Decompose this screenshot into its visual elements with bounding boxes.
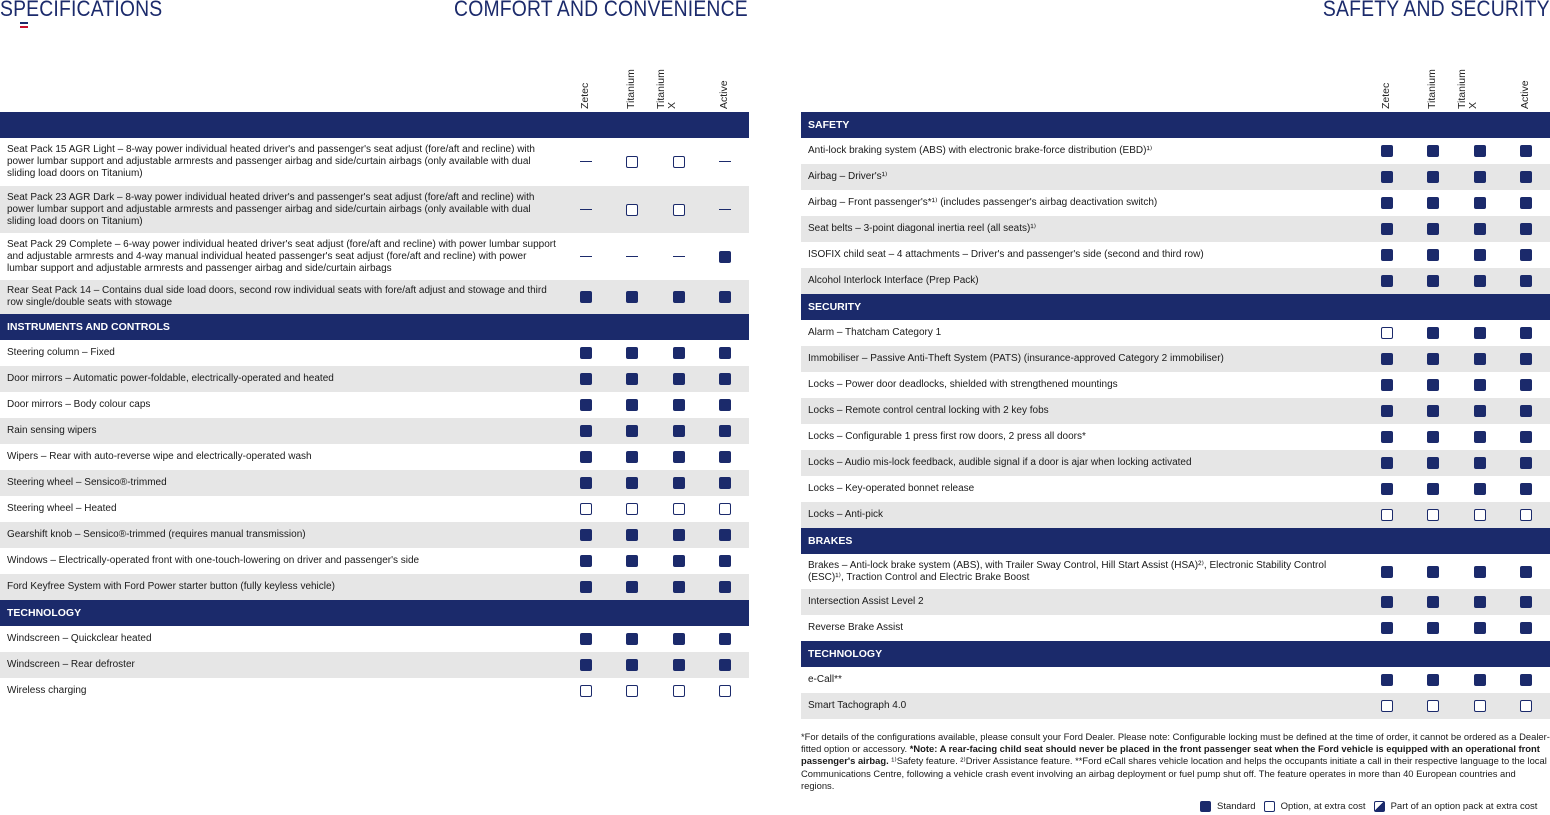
standard-icon xyxy=(580,291,592,303)
standard-icon xyxy=(580,529,592,541)
standard-icon xyxy=(1474,457,1486,469)
option-icon xyxy=(719,685,731,697)
trim-label-titanium-x: Titanium X xyxy=(1456,69,1479,109)
standard-icon xyxy=(1520,171,1532,183)
feature-label: Seat Pack 29 Complete – 6-way power individual heated driver's seat adjust (fore/aft and recline) with power lumbar support and adjustable armrests and 4-way manual individual heated passenger's seat adjust (fore/aft and recline) with power lumbar support and adjustable armrests and passenger airbag and side/curtain airbags xyxy=(7,238,556,274)
feature-label: Wireless charging xyxy=(7,685,87,696)
standard-icon xyxy=(1427,405,1439,417)
feature-label: Smart Tachograph 4.0 xyxy=(808,700,907,711)
standard-icon xyxy=(1520,622,1532,634)
table-row xyxy=(0,366,749,392)
standard-icon xyxy=(673,555,685,567)
standard-icon xyxy=(1381,596,1393,608)
standard-icon xyxy=(580,373,592,385)
standard-icon xyxy=(1520,431,1532,443)
table-row xyxy=(0,548,749,574)
feature-label: Steering column – Fixed xyxy=(7,347,115,358)
page-title-comfort: COMFORT AND CONVENIENCE xyxy=(454,0,748,21)
feature-label: Locks – Audio mis-lock feedback, audible signal if a door is ajar when locking activated xyxy=(808,457,1192,468)
standard-icon xyxy=(1474,405,1486,417)
standard-icon xyxy=(1520,379,1532,391)
option-icon xyxy=(1264,801,1275,812)
standard-icon xyxy=(1520,197,1532,209)
standard-icon xyxy=(1427,145,1439,157)
table-row xyxy=(0,626,749,652)
standard-icon xyxy=(719,555,731,567)
feature-label: Reverse Brake Assist xyxy=(808,622,904,633)
standard-icon xyxy=(1381,457,1393,469)
standard-icon xyxy=(1474,145,1486,157)
option-icon xyxy=(673,204,685,216)
standard-icon xyxy=(626,477,638,489)
feature-label: Rain sensing wipers xyxy=(7,425,97,436)
standard-icon xyxy=(580,399,592,411)
standard-icon xyxy=(1474,353,1486,365)
standard-icon xyxy=(580,347,592,359)
table-row xyxy=(0,678,749,704)
table-row xyxy=(801,502,1550,528)
trim-label-titanium-x: Titanium X xyxy=(655,69,678,109)
section-header: SECURITY xyxy=(801,294,1550,320)
table-row xyxy=(0,496,749,522)
standard-icon xyxy=(1520,249,1532,261)
standard-icon xyxy=(580,477,592,489)
option-icon xyxy=(1474,700,1486,712)
table-row xyxy=(801,554,1550,589)
standard-icon xyxy=(1381,171,1393,183)
table-row xyxy=(0,444,749,470)
standard-icon xyxy=(1474,566,1486,578)
standard-icon xyxy=(1474,249,1486,261)
standard-icon xyxy=(719,347,731,359)
not-available-icon xyxy=(719,209,731,210)
standard-icon xyxy=(1520,483,1532,495)
not-available-icon xyxy=(580,209,592,210)
feature-label: Immobiliser – Passive Anti-Theft System (PATS) (insurance-approved Category 2 immobiliser) xyxy=(808,353,1224,364)
standard-icon xyxy=(1427,566,1439,578)
option-icon xyxy=(673,685,685,697)
table-row xyxy=(801,320,1550,346)
table-row xyxy=(801,589,1550,615)
feature-label: Windscreen – Rear defroster xyxy=(7,659,135,670)
feature-label: Locks – Power door deadlocks, shielded with strengthened mountings xyxy=(808,379,1118,390)
not-available-icon xyxy=(719,161,731,162)
feature-label: Steering wheel – Heated xyxy=(7,503,117,514)
section-header: TECHNOLOGY xyxy=(801,641,1550,667)
legend xyxy=(1200,801,1545,812)
standard-icon xyxy=(1474,327,1486,339)
feature-label: Locks – Configurable 1 press first row doors, 2 press all doors* xyxy=(808,431,1086,442)
standard-icon xyxy=(626,451,638,463)
option-icon xyxy=(1474,509,1486,521)
standard-icon xyxy=(1427,483,1439,495)
feature-label: Door mirrors – Body colour caps xyxy=(7,399,151,410)
standard-icon xyxy=(1474,622,1486,634)
standard-icon xyxy=(673,659,685,671)
option-icon xyxy=(673,503,685,515)
standard-icon xyxy=(1520,674,1532,686)
option-icon xyxy=(626,156,638,168)
table-row xyxy=(801,190,1550,216)
standard-icon xyxy=(719,529,731,541)
safety-table xyxy=(801,0,1550,719)
standard-icon xyxy=(1520,566,1532,578)
standard-icon xyxy=(1427,353,1439,365)
standard-icon xyxy=(1520,223,1532,235)
option-icon xyxy=(1381,700,1393,712)
table-row xyxy=(0,470,749,496)
standard-icon xyxy=(1427,379,1439,391)
table-row xyxy=(801,138,1550,164)
standard-icon xyxy=(580,633,592,645)
standard-icon xyxy=(1381,379,1393,391)
feature-label: ISOFIX child seat – 4 attachments – Driver's and passenger's side (second and third row) xyxy=(808,249,1204,260)
footnote-text-2: ¹⁾Safety feature. ²⁾Driver Assistance feature. **Ford eCall shares vehicle location and helps the occupants initiate a call in their respective language to the local Communications Centre, following a vehicle crash event involving an airbag deployment or fuel pump shut off. The feature operates in more than 40 European countries and regions. xyxy=(801,755,1547,791)
table-row xyxy=(801,693,1550,719)
safety-table-body xyxy=(801,112,1550,719)
standard-icon xyxy=(1381,275,1393,287)
standard-icon xyxy=(1381,674,1393,686)
table-row xyxy=(801,476,1550,502)
standard-icon xyxy=(1520,327,1532,339)
standard-icon xyxy=(580,581,592,593)
standard-icon xyxy=(1381,249,1393,261)
feature-label: Seat Pack 23 AGR Dark – 8-way power individual heated driver's and passenger's seat adjust (fore/aft and recline) with power lumbar support and adjustable armrests and passenger airbag and side/curtain airbags (only available with dual sliding load doors on Titanium) xyxy=(7,191,535,227)
feature-label: Alcohol Interlock Interface (Prep Pack) xyxy=(808,275,979,286)
table-row xyxy=(0,522,749,548)
standard-icon xyxy=(1427,197,1439,209)
option-icon xyxy=(719,503,731,515)
trim-header xyxy=(0,0,749,112)
option-icon xyxy=(580,685,592,697)
table-row xyxy=(801,424,1550,450)
table-row xyxy=(801,450,1550,476)
standard-icon xyxy=(673,633,685,645)
standard-icon xyxy=(580,555,592,567)
feature-label: Airbag – Driver's¹⁾ xyxy=(808,171,888,182)
standard-icon xyxy=(1520,275,1532,287)
standard-icon xyxy=(673,399,685,411)
standard-icon xyxy=(626,399,638,411)
feature-label: Brakes – Anti-lock brake system (ABS), with Trailer Sway Control, Hill Start Assist (HSA)²⁾, Electronic Stability Control (ESC)¹⁾, Traction Control and Electric Brake Boost xyxy=(808,559,1327,583)
option-icon xyxy=(673,156,685,168)
table-row xyxy=(801,268,1550,294)
standard-icon xyxy=(1381,223,1393,235)
standard-icon xyxy=(1474,223,1486,235)
feature-label: Locks – Key-operated bonnet release xyxy=(808,483,975,494)
standard-icon xyxy=(673,529,685,541)
table-row xyxy=(0,652,749,678)
feature-label: e-Call** xyxy=(808,674,842,685)
standard-icon xyxy=(626,291,638,303)
table-row xyxy=(801,242,1550,268)
feature-label: Wipers – Rear with auto-reverse wipe and electrically-operated wash xyxy=(7,451,312,462)
standard-icon xyxy=(1520,145,1532,157)
option-icon xyxy=(626,204,638,216)
section-header: TECHNOLOGY xyxy=(0,600,749,626)
standard-icon xyxy=(673,373,685,385)
standard-icon xyxy=(719,581,731,593)
table-row xyxy=(0,392,749,418)
option-icon xyxy=(626,503,638,515)
option-icon xyxy=(1427,700,1439,712)
standard-icon xyxy=(673,425,685,437)
standard-icon xyxy=(1381,431,1393,443)
standard-icon xyxy=(673,347,685,359)
table-row xyxy=(801,398,1550,424)
standard-icon xyxy=(1474,674,1486,686)
trim-label-titanium: Titanium xyxy=(625,69,637,109)
standard-icon xyxy=(719,425,731,437)
standard-icon xyxy=(1427,622,1439,634)
standard-icon xyxy=(1520,596,1532,608)
feature-label: Ford Keyfree System with Ford Power starter button (fully keyless vehicle) xyxy=(7,581,335,592)
standard-icon xyxy=(626,347,638,359)
section-header: BRAKES xyxy=(801,528,1550,554)
trim-label-titanium: Titanium xyxy=(1426,69,1438,109)
standard-icon xyxy=(580,659,592,671)
page-title-specifications: SPECIFICATIONS xyxy=(0,0,163,21)
table-row xyxy=(801,164,1550,190)
legend-option: Option, at extra cost xyxy=(1264,801,1366,812)
standard-icon xyxy=(1381,622,1393,634)
standard-icon xyxy=(719,291,731,303)
standard-icon xyxy=(580,451,592,463)
standard-icon xyxy=(673,291,685,303)
not-available-icon xyxy=(580,161,592,162)
legend-standard: Standard xyxy=(1200,801,1256,812)
table-row xyxy=(0,574,749,600)
section-header: INSTRUMENTS AND CONTROLS xyxy=(0,314,749,340)
table-row xyxy=(0,280,749,314)
not-available-icon xyxy=(626,256,638,257)
standard-icon xyxy=(626,555,638,567)
standard-icon xyxy=(1474,197,1486,209)
option-icon xyxy=(1381,509,1393,521)
not-available-icon xyxy=(580,256,592,257)
feature-label: Rear Seat Pack 14 – Contains dual side load doors, second row individual seats with fore/aft adjust and stowage and third row single/double seats with stowage xyxy=(7,285,547,308)
trim-label-zetec: Zetec xyxy=(579,82,591,109)
section-header xyxy=(0,112,749,138)
option-icon xyxy=(1381,327,1393,339)
option-icon xyxy=(1520,700,1532,712)
standard-icon xyxy=(1427,223,1439,235)
page-title-safety: SAFETY AND SECURITY xyxy=(1323,0,1550,21)
standard-icon xyxy=(1520,353,1532,365)
standard-icon xyxy=(1474,171,1486,183)
feature-label: Locks – Remote control central locking with 2 key fobs xyxy=(808,405,1049,416)
standard-icon xyxy=(1427,249,1439,261)
table-row xyxy=(0,233,749,280)
standard-icon xyxy=(1427,327,1439,339)
feature-label: Locks – Anti-pick xyxy=(808,509,884,520)
standard-icon xyxy=(719,659,731,671)
trim-label-zetec: Zetec xyxy=(1380,82,1392,109)
feature-label: Airbag – Front passenger's*¹⁾ (includes passenger's airbag deactivation switch) xyxy=(808,197,1158,208)
standard-icon xyxy=(580,425,592,437)
footnote-warning: *Note: A rear-facing child seat should never be placed in the front passenger seat when the Ford vehicle is equipped with an operational front passenger's airbag. xyxy=(801,743,1540,767)
standard-icon xyxy=(626,529,638,541)
feature-label: Alarm – Thatcham Category 1 xyxy=(808,327,942,338)
legend-pack: Part of an option pack at extra cost xyxy=(1374,801,1538,812)
trim-label-active: Active xyxy=(1519,80,1531,109)
standard-icon xyxy=(626,373,638,385)
standard-icon xyxy=(1381,405,1393,417)
standard-icon xyxy=(1427,275,1439,287)
standard-icon xyxy=(719,633,731,645)
standard-icon xyxy=(1474,483,1486,495)
feature-label: Seat belts – 3-point diagonal inertia reel (all seats)¹⁾ xyxy=(808,223,1037,234)
standard-icon xyxy=(1474,379,1486,391)
standard-icon xyxy=(626,633,638,645)
not-available-icon xyxy=(673,256,685,257)
standard-icon xyxy=(719,399,731,411)
standard-icon xyxy=(1427,457,1439,469)
standard-icon xyxy=(673,477,685,489)
option-icon xyxy=(1520,509,1532,521)
feature-label: Door mirrors – Automatic power-foldable, electrically-operated and heated xyxy=(7,373,334,384)
option-icon xyxy=(626,685,638,697)
table-row xyxy=(801,615,1550,641)
standard-icon xyxy=(626,581,638,593)
standard-icon xyxy=(1474,596,1486,608)
feature-label: Seat Pack 15 AGR Light – 8-way power individual heated driver's and passenger's seat adjust (fore/aft and recline) with power lumbar support and adjustable armrests and passenger airbag and side/curtain airbags (only available with dual sliding load doors on Titanium) xyxy=(7,144,535,179)
standard-icon xyxy=(719,451,731,463)
section-header: SAFETY xyxy=(801,112,1550,138)
table-row xyxy=(0,186,749,233)
standard-icon xyxy=(1381,197,1393,209)
standard-icon xyxy=(1381,483,1393,495)
standard-icon xyxy=(1520,405,1532,417)
standard-icon xyxy=(1427,596,1439,608)
option-icon xyxy=(580,503,592,515)
standard-icon xyxy=(719,373,731,385)
trim-header xyxy=(801,0,1550,112)
standard-icon xyxy=(719,251,731,263)
feature-label: Anti-lock braking system (ABS) with electronic brake-force distribution (EBD)¹⁾ xyxy=(808,145,1153,156)
feature-label: Windows – Electrically-operated front with one-touch-lowering on driver and passenger's side xyxy=(7,555,420,566)
feature-label: Steering wheel – Sensico®-trimmed xyxy=(7,477,167,488)
table-row xyxy=(801,667,1550,693)
table-row xyxy=(0,138,749,186)
standard-icon xyxy=(673,451,685,463)
standard-icon xyxy=(673,581,685,593)
comfort-table xyxy=(0,0,749,704)
table-row xyxy=(0,340,749,366)
pack-icon xyxy=(1374,801,1385,812)
feature-label: Gearshift knob – Sensico®-trimmed (requires manual transmission) xyxy=(7,529,306,540)
feature-label: Intersection Assist Level 2 xyxy=(808,596,924,607)
standard-icon xyxy=(626,425,638,437)
standard-icon xyxy=(1381,145,1393,157)
option-icon xyxy=(1427,509,1439,521)
footnote-text: *For details of the configurations available, please consult your Ford Dealer. Please note: Configurable locking must be defined at the time of order, it cannot be ordered as a Dealer-fitted option or accessory. xyxy=(801,731,1550,755)
standard-icon xyxy=(1427,171,1439,183)
table-row xyxy=(801,346,1550,372)
standard-icon xyxy=(1520,457,1532,469)
table-row xyxy=(0,418,749,444)
comfort-table-body xyxy=(0,112,749,704)
standard-icon xyxy=(1200,801,1211,812)
standard-icon xyxy=(1474,275,1486,287)
feature-label: Windscreen – Quickclear heated xyxy=(7,633,152,644)
standard-icon xyxy=(1381,353,1393,365)
standard-icon xyxy=(1474,431,1486,443)
table-row xyxy=(801,372,1550,398)
standard-icon xyxy=(626,659,638,671)
standard-icon xyxy=(1381,566,1393,578)
standard-icon xyxy=(719,477,731,489)
footnote xyxy=(801,731,1550,792)
table-row xyxy=(801,216,1550,242)
trim-label-active: Active xyxy=(718,80,730,109)
standard-icon xyxy=(1427,431,1439,443)
standard-icon xyxy=(1427,674,1439,686)
